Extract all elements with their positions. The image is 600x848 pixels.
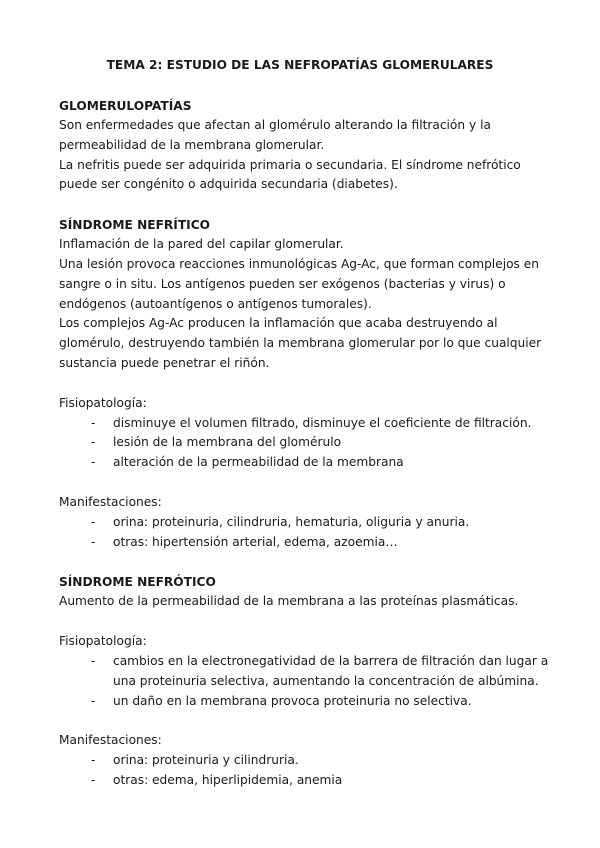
paragraph: Son enfermedades que afectan al glomérulo alterando la filtración y la permeabilidad de la membrana glomerular. [59,118,491,152]
spacer [59,711,559,731]
fisiopatologia-list [59,652,559,711]
section-sindrome-nefritico [59,215,559,552]
document-body [59,96,559,791]
list-item: - alteración de la permeabilidad de la membrana [91,453,559,473]
spacer [59,552,559,572]
list-item: - disminuye el volumen filtrado, disminuye el coeficiente de filtración. [91,414,559,434]
fisiopatologia-list [59,414,559,473]
spacer [59,374,559,394]
manifestaciones-label: Manifestaciones: [59,494,162,509]
manifestaciones-list [59,751,559,791]
list-item: - otras: edema, hiperlipidemia, anemia [91,771,559,791]
section-glomerulopatias [59,96,559,195]
paragraph: La nefritis puede ser adquirida primaria o secundaria. El síndrome nefrótico puede ser congénito o adquirida secundaria (diabetes). [59,157,521,192]
fisiopatologia-label: Fisiopatología: [59,395,147,410]
list-item: - orina: proteinuria, cilindruria, hematuria, oliguria y anuria. [91,513,559,533]
list-item: - cambios en la electronegatividad de la barrera de filtración dan lugar a una proteinuria selectiva, aumentando la concentración de albúmina. [91,652,559,692]
section-sindrome-nefrotico [59,572,559,790]
paragraph: Aumento de la permeabilidad de la membrana a las proteínas plasmáticas. [59,594,519,609]
list-item: - lesión de la membrana del glomérulo [91,433,559,453]
fisiopatologia-label: Fisiopatología: [59,634,147,649]
spacer [59,612,559,632]
paragraph: Una lesión provoca reacciones inmunológicas Ag-Ac, que forman complejos en sangre o in situ. Los antígenos pueden ser exógenos (bacterias y virus) o endógenos (autoantígenos o antígenos tumorales). [59,256,539,311]
manifestaciones-list [59,513,559,553]
section-heading: SÍNDROME NEFRÓTICO [59,575,216,590]
manifestaciones-label: Manifestaciones: [59,733,162,748]
section-heading: GLOMERULOPATÍAS [59,99,192,113]
list-item: - otras: hipertensión arterial, edema, azoemia… [91,533,559,553]
paragraph: Los complejos Ag-Ac producen la inflamación que acaba destruyendo al glomérulo, destruyendo también la membrana glomerular por lo que cualquier sustancia puede penetrar el riñón. [59,316,542,370]
list-item: - un daño en la membrana provoca proteinuria no selectiva. [91,692,559,712]
spacer [59,195,559,215]
section-heading: SÍNDROME NEFRÍTICO [59,218,210,233]
paragraph: Inflamación de la pared del capilar glomerular. [59,237,344,252]
document-title: TEMA 2: ESTUDIO DE LAS NEFROPATÍAS GLOMERULARES [106,58,494,72]
list-item: - orina: proteinuria y cilindruria. [91,751,559,771]
spacer [59,473,559,493]
